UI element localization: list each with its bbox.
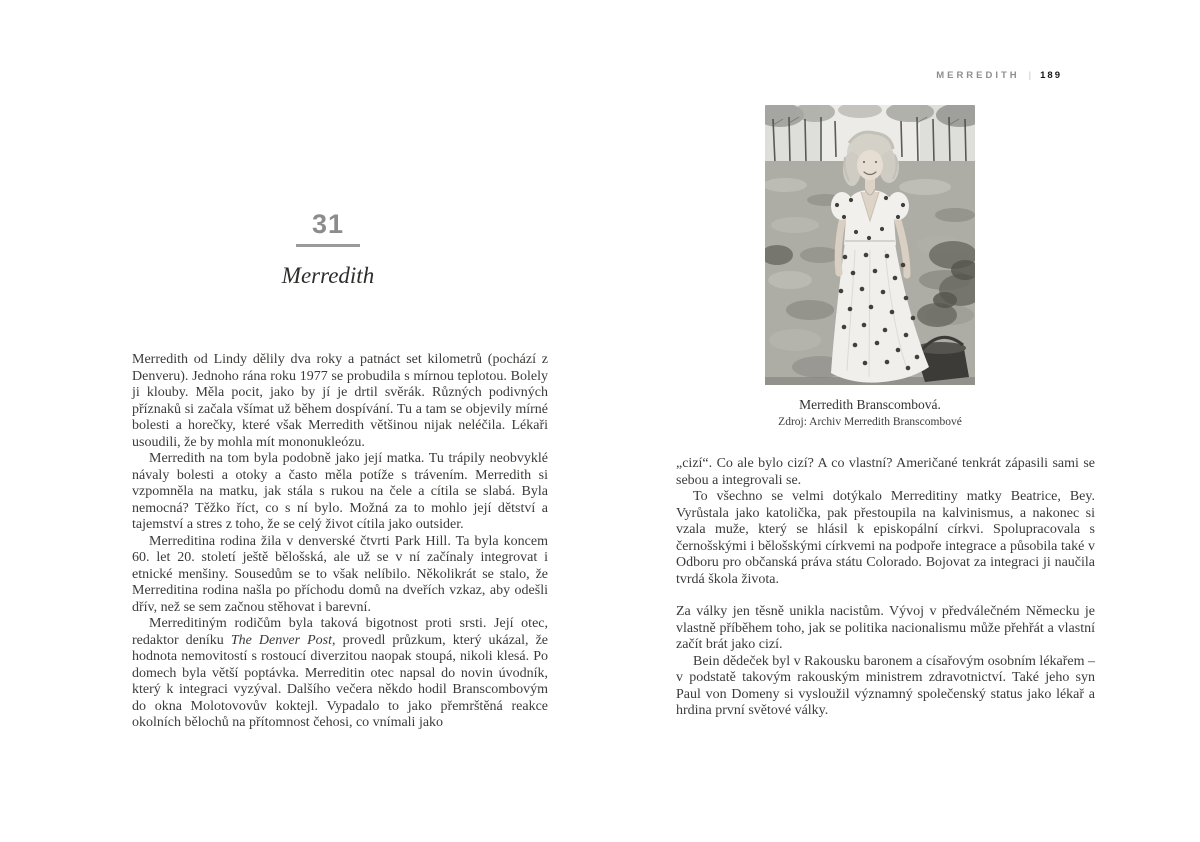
- right-text-column: [676, 456, 1095, 720]
- italic-text: The Denver Post: [230, 632, 333, 648]
- photo-caption-name: Merredith Branscombová.: [799, 397, 941, 412]
- text-segment: Merreditina rodina žila v denverské čtvrti Park Hill. Ta byla koncem 60. let 20. století ještě bělošská, ale už se v ní začínaly integrovat i etnické menšiny. Sousedům se to však nelíbilo. Několikrát se stalo, že Merreditina rodina našla po příchodu domů na dveřích vzkaz, aby odešli dřív, než se sem začnou stěhovat i barevní.: [132, 533, 548, 615]
- text-segment: Merredith na tom byla podobně jako její matka. Tu trápily neobvyklé návaly bolesti a otoky a často měla potíže s trávením. Merredith si vzpomněla na matku, jak stála s rukou na čele a cítila se slabá. Byla nemocná? Těžko říct, co s ní bylo. Možná za to mohlo její dětství a tajemství a stres z toho, že se celý život cítila jako outsider.: [132, 451, 548, 532]
- text-segment: Bein dědeček byl v Rakousku baronem a císařovým osobním lékařem – v podstatě takovým rakouským ministrem zdravotnictví. Také jeho syn Paul von Domeny si vysloužil významný společenský status jako lékař a hrdina první světové války.: [676, 653, 1096, 718]
- chapter-number: 31: [311, 209, 345, 239]
- paragraph: [132, 451, 548, 534]
- text-segment: Merredith od Lindy dělily dva roky a patnáct set kilometrů (pochází z Denveru). Jednoho rána roku 1977 se probudila s mírnou teplotou. Bolely ji klouby. Měla pocit, jako by jí je drtil svěrák. Různých podivných příznaků si začala všímat už během dospívání. Tu a tam se objevily mírné bolesti a horečky, které však Merredith většinou nijak neléčila. Lékaři usoudili, že by mohla mít mononukleózu.: [132, 352, 548, 450]
- text-segment: Za války jen těsně unikla nacistům. Vývoj v předválečném Německu je vlastně příběhem toho, jak se politika nacionalismu může přehřát a vlastní začít brát jako cizí.: [676, 604, 1095, 652]
- chapter-heading: [132, 211, 524, 287]
- paragraph: [132, 616, 548, 732]
- running-title: MERREDITH: [936, 70, 1020, 81]
- text-segment: To všechno se velmi dotýkalo Merreditiny matky Beatrice, Bey. Vyrůstala jako katolička, pak přestoupila na kalvinismus, a nakonec si vzala muže, který se hlásil k episkopální církvi. Spolupracovala s černošskými i bělošskými církvemi na podpoře integrace a působila také v Odboru pro občanská práva státu Colorado. Bojovat za integraci ji naučila tvrdá škola života.: [676, 489, 1095, 587]
- text-segment: , provedl průzkum, který ukázal, že hodnota nemovitostí s rostoucí diverzitou naopak stoupá, nikoli klesá. Po domech byla větší poptávka. Merreditin otec napsal do novin úvodník, který k integraci vyzýval. Dalšího večera někdo hodil Branscombovým do okna Molotovovův koktejl. Vypadalo to jako přemrštěná reakce okolních bělochů na přítomnost čehosi, co vnímali jako: [132, 632, 549, 730]
- paragraph: [132, 534, 548, 617]
- chapter-rule: [296, 244, 360, 247]
- running-header: [936, 70, 1062, 81]
- paragraph: [676, 604, 1095, 654]
- header-separator: |: [1028, 70, 1032, 81]
- text-segment: Merreditiným rodičům byla taková bigotnost proti srsti. Její otec, redaktor deníku: [132, 616, 548, 648]
- portrait-figure: [765, 105, 975, 430]
- left-text-column: [132, 352, 548, 732]
- paragraph: [676, 456, 1095, 489]
- photo-caption-source: Zdroj: Archiv Merredith Branscombové: [778, 416, 962, 429]
- page-number: 189: [1040, 70, 1062, 81]
- photo-caption: [765, 397, 975, 430]
- paragraph: [132, 352, 548, 451]
- portrait-photo: [765, 105, 975, 385]
- paragraph: [676, 654, 1095, 720]
- text-segment: „cizí“. Co ale bylo cizí? A co vlastní? Američané tenkrát zápasili sami se sebou a integrovali se.: [676, 456, 1095, 488]
- paragraph: [676, 489, 1095, 588]
- chapter-title: Merredith: [281, 263, 375, 288]
